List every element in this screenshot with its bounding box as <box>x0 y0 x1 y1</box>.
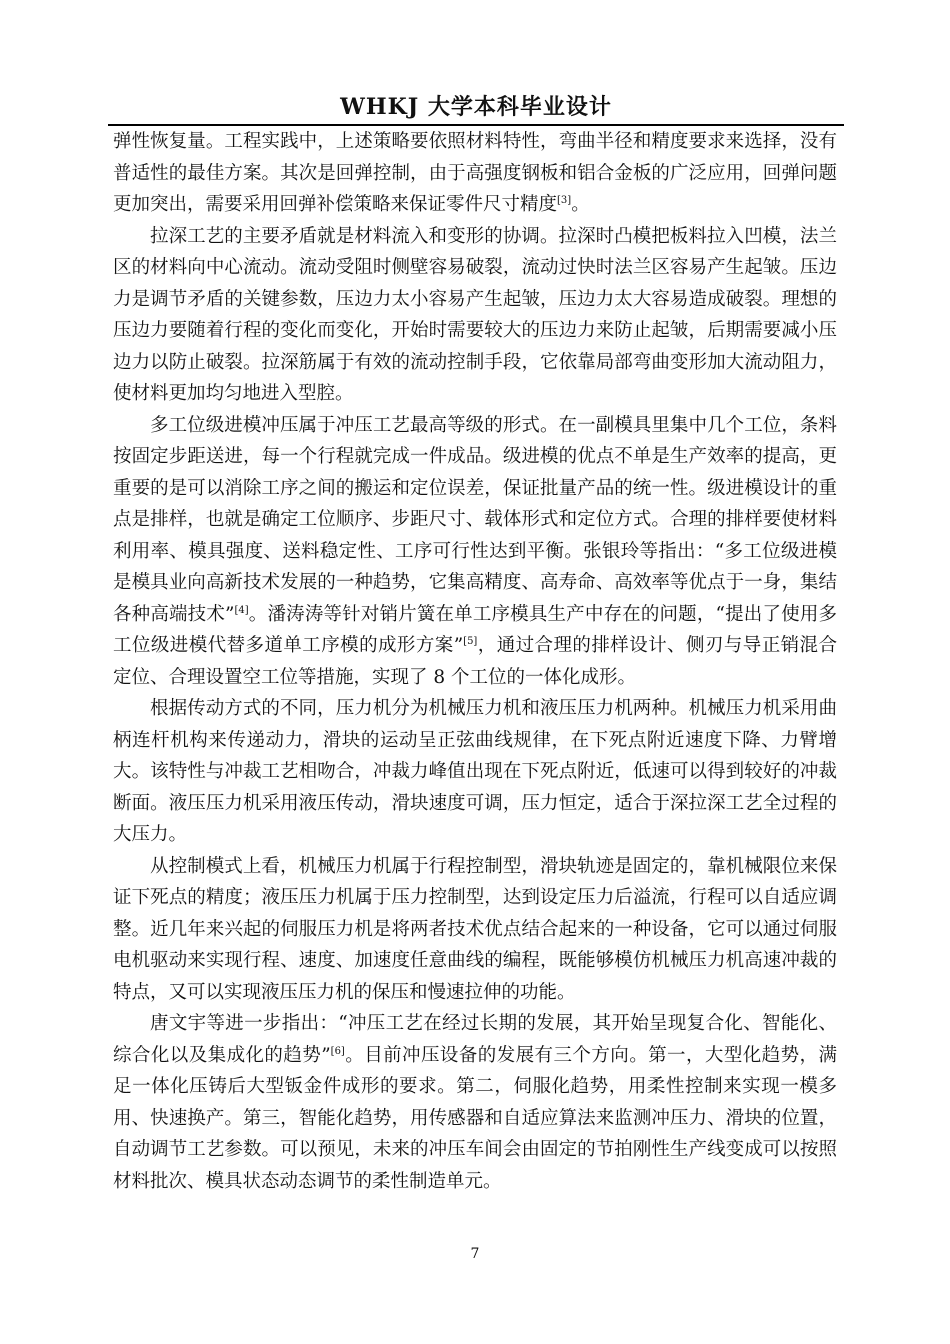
paragraph-3 <box>113 410 837 694</box>
paragraph-text: ，通过合理的排样设计、侧刃与导正销混合定位、合理设置空工位等措施，实现了 8 个工位的一体化成形。 <box>113 635 837 688</box>
citation-ref: [6] <box>330 1045 345 1057</box>
paragraph-1 <box>113 126 837 221</box>
paragraph-text: 拉深工艺的主要矛盾就是材料流入和变形的协调。拉深时凸模把板料拉入凹模，法兰区的材料向中心流动。流动受阻时侧壁容易破裂，流动过快时法兰区容易产生起皱。压边力是调节矛盾的关键参数，压边力太小容易产生起皱，压边力太大容易造成破裂。理想的压边力要随着行程的变化而变化，开始时需要较大的压边力来防止起皱，后期需要减小压边力以防止破裂。拉深筋属于有效的流动控制手段，它依靠局部弯曲变形加大流动阻力，使材料更加均匀地进入型腔。 <box>113 225 837 404</box>
citation-ref: [5] <box>463 636 478 647</box>
page-header-title: WHKJ 大学本科毕业设计 <box>340 94 612 120</box>
paragraph-2 <box>113 221 837 410</box>
paragraph-text: 弹性恢复量。工程实践中，上述策略要依照材料特性，弯曲半径和精度要求来选择，没有普适性的最佳方案。其次是回弹控制，由于高强度钢板和铝合金板的广泛应用，回弹问题更加突出，需要采用回弹补偿策略来保证零件尺寸精度 <box>113 131 837 215</box>
paragraph-text: 多工位级进模冲压属于冲压工艺最高等级的形式。在一副模具里集中几个工位，条料按固定步距送进，每一个行程就完成一件成品。级进模的优点不单是生产效率的提高，更重要的是可以消除工序之间的搬运和定位误差，保证批量产品的统一性。级进模设计的重点是排样，也就是确定工位顺序、步距尺寸、载体形式和定位方式。合理的排样要使材料利用率、模具强度、送料稳定性、工序可行性达到平衡。张银玲等指出：“多工位级进模是模具业向高新技术发展的一种趋势，它集高精度、高寿命、高效率等优点于一身，集结各种高端技术” <box>113 414 837 625</box>
body-text <box>113 126 837 1197</box>
paragraph-text: 根据传动方式的不同，压力机分为机械压力机和液压压力机两种。机械压力机采用曲柄连杆机构来传递动力，滑块的运动呈正弦曲线规律，在下死点附近速度下降、力臂增大。该特性与冲裁工艺相吻合，冲裁力峰值出现在下死点附近，低速可以得到较好的冲裁断面。液压压力机采用液压传动，滑块速度可调，压力恒定，适合于深拉深工艺全过程的大压力。 <box>113 698 837 845</box>
paragraph-text: 。 <box>571 194 590 215</box>
paragraph-5 <box>113 851 837 1009</box>
page-number: 7 <box>470 1246 480 1262</box>
paragraph-text: 。潘涛涛等针对销片簧在单工序模具生产中存在的问题，“提出了使用多工位级进模代替多道单工序模的成形方案” <box>113 603 837 656</box>
citation-ref: [4] <box>234 604 249 616</box>
paragraph-6 <box>113 1008 837 1197</box>
paragraph-text: 唐文宇等进一步指出：“冲压工艺在经过长期的发展，其开始呈现复合化、智能化、综合化以及集成化的趋势” <box>113 1013 837 1066</box>
citation-ref: [3] <box>557 195 572 206</box>
paragraph-text: 。目前冲压设备的发展有三个方向。第一，大型化趋势，满足一体化压铸后大型钣金件成形的要求。第二，伺服化趋势，用柔性控制来实现一模多用、快速换产。第三，智能化趋势，用传感器和自适应算法来监测冲压力、滑块的位置，自动调节工艺参数。可以预见，未来的冲压车间会由固定的节拍刚性生产线变成可以按照材料批次、模具状态动态调节的柔性制造单元。 <box>113 1044 837 1192</box>
paragraph-text: 从控制模式上看，机械压力机属于行程控制型，滑块轨迹是固定的，靠机械限位来保证下死点的精度；液压压力机属于压力控制型，达到设定压力后溢流，行程可以自适应调整。近几年来兴起的伺服压力机是将两者技术优点结合起来的一种设备，它可以通过伺服电机驱动来实现行程、速度、加速度任意曲线的编程，既能够模仿机械压力机高速冲裁的特点，又可以实现液压压力机的保压和慢速拉伸的功能。 <box>113 855 837 1003</box>
paragraph-4 <box>113 693 837 851</box>
